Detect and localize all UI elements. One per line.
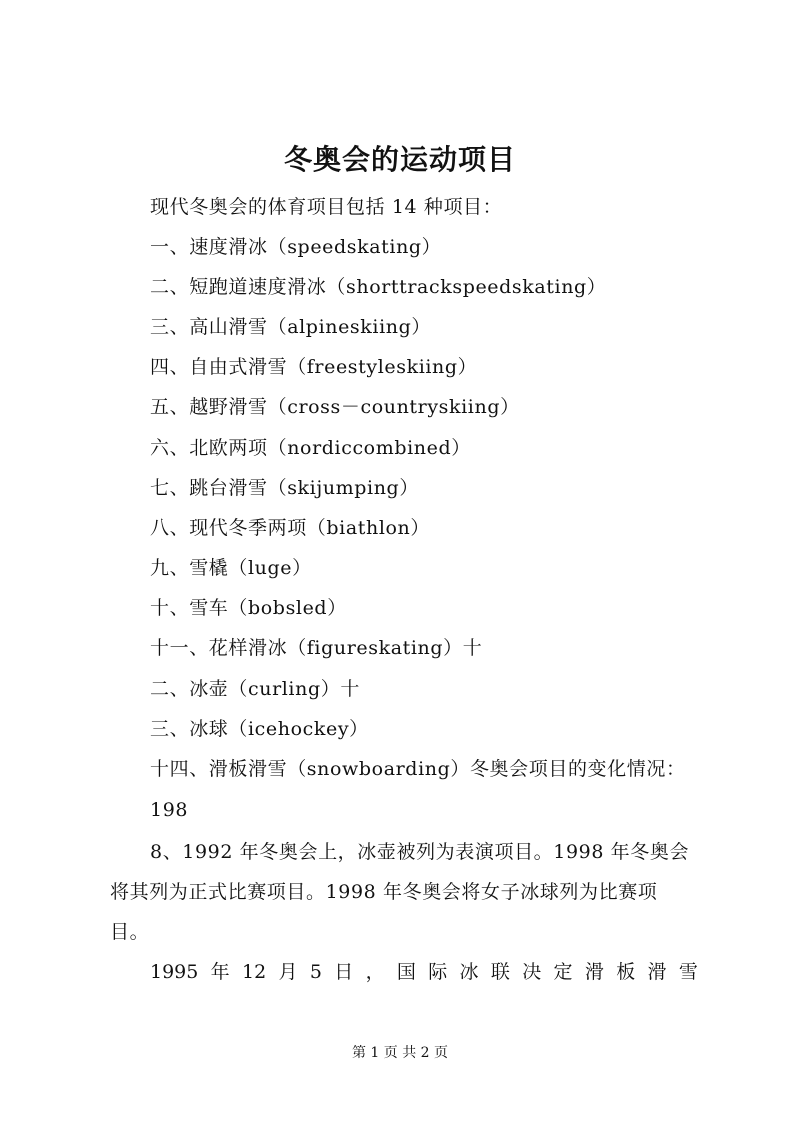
text-token: 年: [210, 961, 230, 983]
text-token: 5: [309, 961, 322, 983]
list-item: 九、雪橇（luge）: [150, 557, 312, 579]
text-token: 1995: [150, 961, 199, 983]
text-token: 国: [396, 961, 416, 983]
list-item: 六、北欧两项（nordiccombined）: [150, 437, 471, 459]
list-item: 一、速度滑冰（speedskating）: [150, 236, 442, 258]
text-token: 日: [334, 961, 354, 983]
text-token: 滑: [647, 961, 667, 983]
text-token: ，: [365, 961, 385, 983]
list-item: 十一、花样滑冰（figureskating）十: [150, 637, 483, 659]
page-footer: 第 1 页 共 2 页: [351, 1045, 449, 1061]
text-token: 际: [428, 961, 448, 983]
document-title: 冬奥会的运动项目: [283, 143, 516, 176]
text-token: 月: [278, 961, 298, 983]
list-item: 三、高山滑雪（alpineskiing）: [150, 316, 431, 338]
list-item: 三、冰球（icehockey）: [150, 718, 369, 740]
intro-line: 现代冬奥会的体育项目包括 14 种项目：: [150, 196, 503, 218]
list-item: 五、越野滑雪（cross－countryskiing）: [150, 396, 520, 418]
justified-paragraph-line: [150, 958, 698, 986]
list-item: 十四、滑板滑雪（snowboarding）冬奥会项目的变化情况：: [150, 758, 686, 780]
list-item: 七、跳台滑雪（skijumping）: [150, 477, 419, 499]
text-token: 冰: [459, 961, 479, 983]
paragraph-line: 将其列为正式比赛项目。1998 年冬奥会将女子冰球列为比赛项: [110, 881, 658, 903]
paragraph-line: 8、1992 年冬奥会上，冰壶被列为表演项目。1998 年冬奥会: [150, 841, 690, 863]
text-token: 12: [242, 961, 267, 983]
list-item: 二、冰壶（curling）十: [150, 678, 360, 700]
text-token: 滑: [584, 961, 604, 983]
text-token: 定: [553, 961, 573, 983]
list-item: 十、雪车（bobsled）: [150, 597, 347, 619]
list-item: 八、现代冬季两项（biathlon）: [150, 517, 430, 539]
text-token: 板: [616, 961, 636, 983]
number-fragment: 198: [150, 799, 189, 821]
text-token: 决: [522, 961, 542, 983]
paragraph-line: 目。: [110, 921, 150, 943]
text-token: 联: [490, 961, 510, 983]
text-token: 雪: [678, 961, 698, 983]
list-item: 二、短跑道速度滑冰（shorttrackspeedskating）: [150, 276, 607, 298]
list-item: 四、自由式滑雪（freestyleskiing）: [150, 356, 478, 378]
